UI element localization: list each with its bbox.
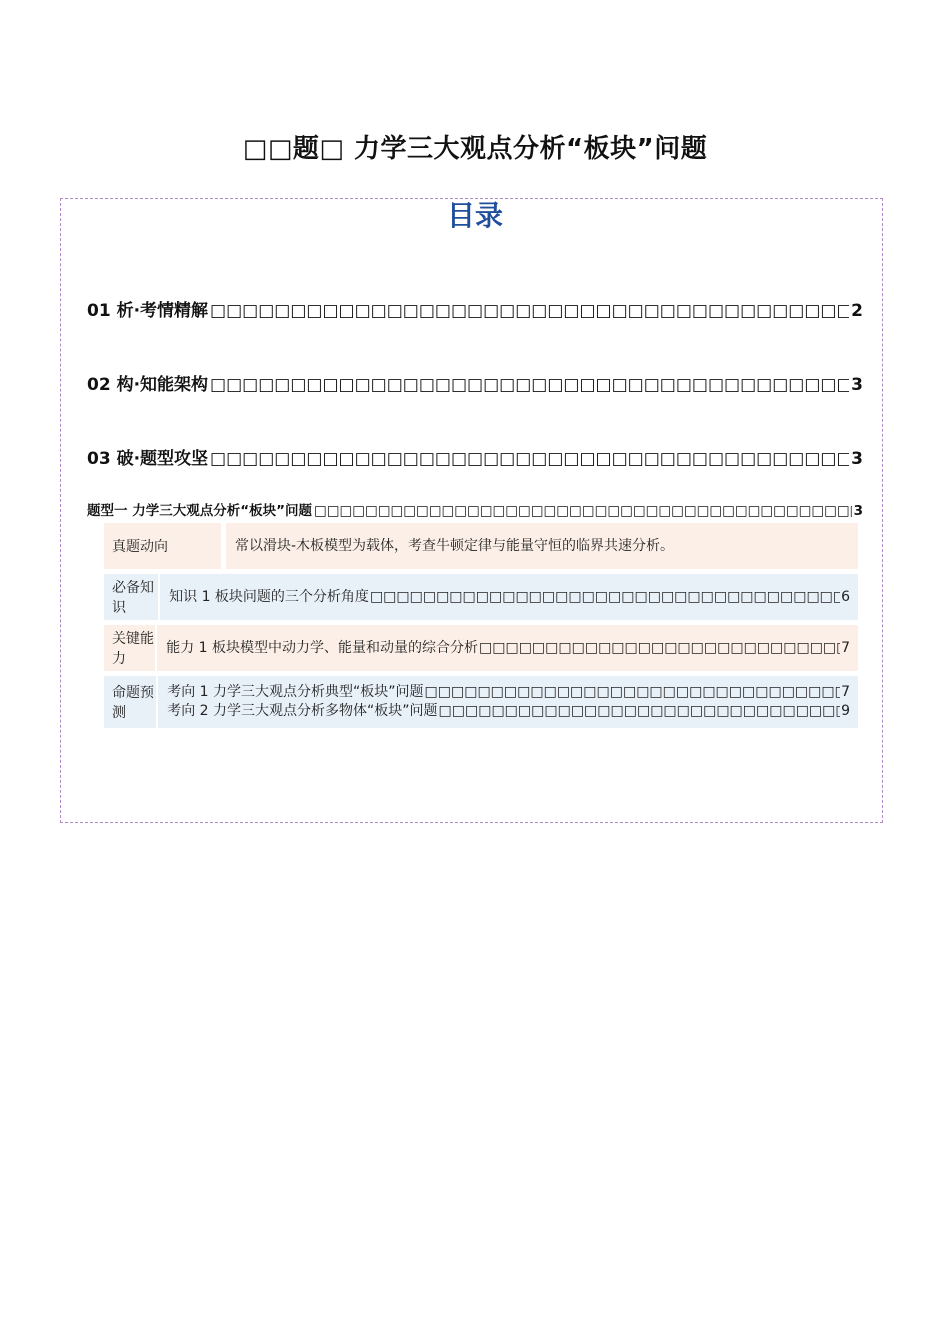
row-content-page: 7: [841, 639, 851, 656]
row-content-page: 7: [841, 684, 850, 700]
toc-leader: [439, 702, 841, 721]
document-title: □□题□ 力学三大观点分析“板块”问题: [242, 134, 708, 164]
toc-entry-analysis[interactable]: [87, 296, 863, 320]
row-content-text: 考向 1 力学三大观点分析典型“板块”问题: [167, 684, 424, 700]
toc-leader: [210, 301, 849, 320]
table-row-exam-trends: [104, 523, 858, 569]
row-category: 真题动向: [104, 523, 221, 569]
toc-entry-label: 01 析·考情精解: [87, 301, 209, 320]
row-content[interactable]: [160, 574, 858, 620]
toc-leader: [210, 449, 849, 468]
row-content-text: 能力 1 板块模型中动力学、能量和动量的综合分析: [166, 639, 479, 656]
table-row-key-ability: [104, 625, 858, 671]
table-row-essential-knowledge: [104, 574, 858, 620]
toc-entry-page: 3: [851, 449, 863, 468]
row-content[interactable]: [157, 625, 858, 671]
toc-entry-page: 3: [851, 375, 863, 394]
row-content-text: 考向 2 力学三大观点分析多物体“板块”问题: [167, 703, 438, 719]
toc-entry-label: 题型一 力学三大观点分析“板块”问题: [87, 503, 312, 519]
toc-leader: [425, 683, 841, 702]
toc-leader: [314, 503, 852, 519]
row-content-page: 6: [841, 588, 850, 605]
row-content-text: 知识 1 板块问题的三个分析角度: [169, 588, 369, 605]
toc-entry-breakthrough[interactable]: [87, 444, 863, 468]
toc-heading: 目录: [446, 199, 503, 232]
row-content-line[interactable]: [167, 702, 850, 721]
row-content-line[interactable]: [167, 683, 850, 702]
toc-leader: [210, 375, 849, 394]
toc-leader: [479, 639, 840, 658]
row-content-page: 9: [841, 703, 850, 719]
table-row-prediction: [104, 676, 858, 728]
toc-entry-framework[interactable]: [87, 370, 863, 394]
row-category: 关键能力: [104, 625, 155, 671]
row-category: 必备知识: [104, 574, 158, 620]
row-content-text: 常以滑块-木板模型为载体，考查牛顿定律与能量守恒的临界共速分析。: [235, 537, 675, 554]
toc-sub-entry-question-type-1[interactable]: [87, 499, 863, 519]
toc-entry-label: 02 构·知能架构: [87, 375, 209, 394]
toc-entry-page: 3: [853, 503, 863, 519]
toc-entry-label: 03 破·题型攻坚: [87, 449, 209, 468]
row-content[interactable]: [158, 676, 858, 728]
toc-entry-page: 2: [851, 301, 863, 320]
row-content: [226, 523, 858, 569]
toc-leader: [370, 588, 840, 607]
row-category: 命题预测: [104, 676, 156, 728]
